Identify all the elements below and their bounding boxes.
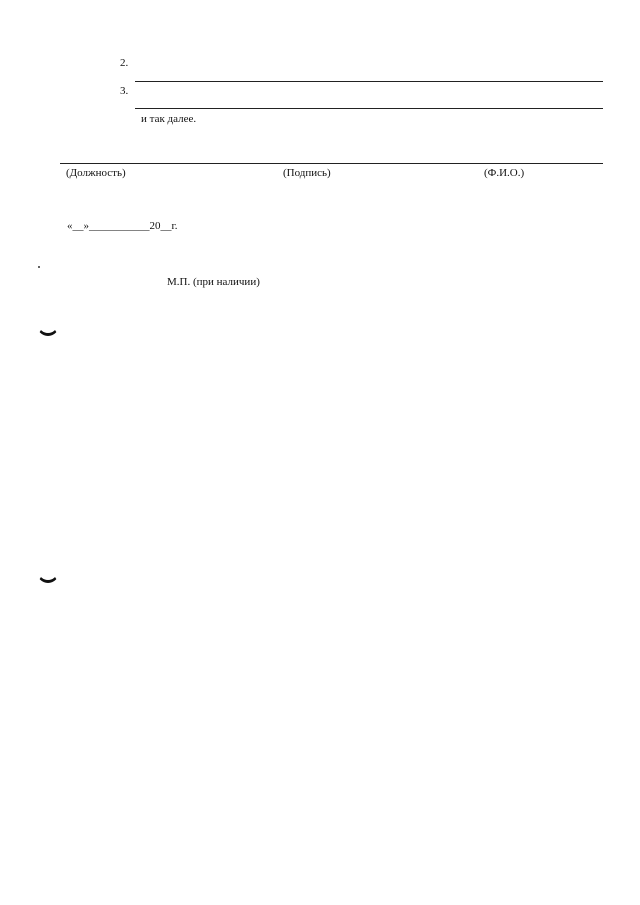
binder-hole-mark-bottom bbox=[37, 572, 59, 583]
list-item-3-number: 3. bbox=[120, 85, 129, 97]
name-label: (Ф.И.О.) bbox=[484, 167, 525, 179]
signature-line bbox=[60, 163, 603, 164]
list-continuation-text: и так далее. bbox=[141, 113, 197, 125]
date-line: «__»___________20__г. bbox=[67, 220, 178, 232]
signature-label: (Подпись) bbox=[283, 167, 331, 179]
list-item-2-line bbox=[135, 81, 603, 82]
list-item-2-number: 2. bbox=[120, 57, 129, 69]
binder-hole-mark-top bbox=[37, 325, 59, 336]
list-item-3-line bbox=[135, 108, 603, 109]
seal-label: М.П. (при наличии) bbox=[167, 276, 260, 288]
stray-dot bbox=[38, 266, 40, 268]
position-label: (Должность) bbox=[66, 167, 126, 179]
